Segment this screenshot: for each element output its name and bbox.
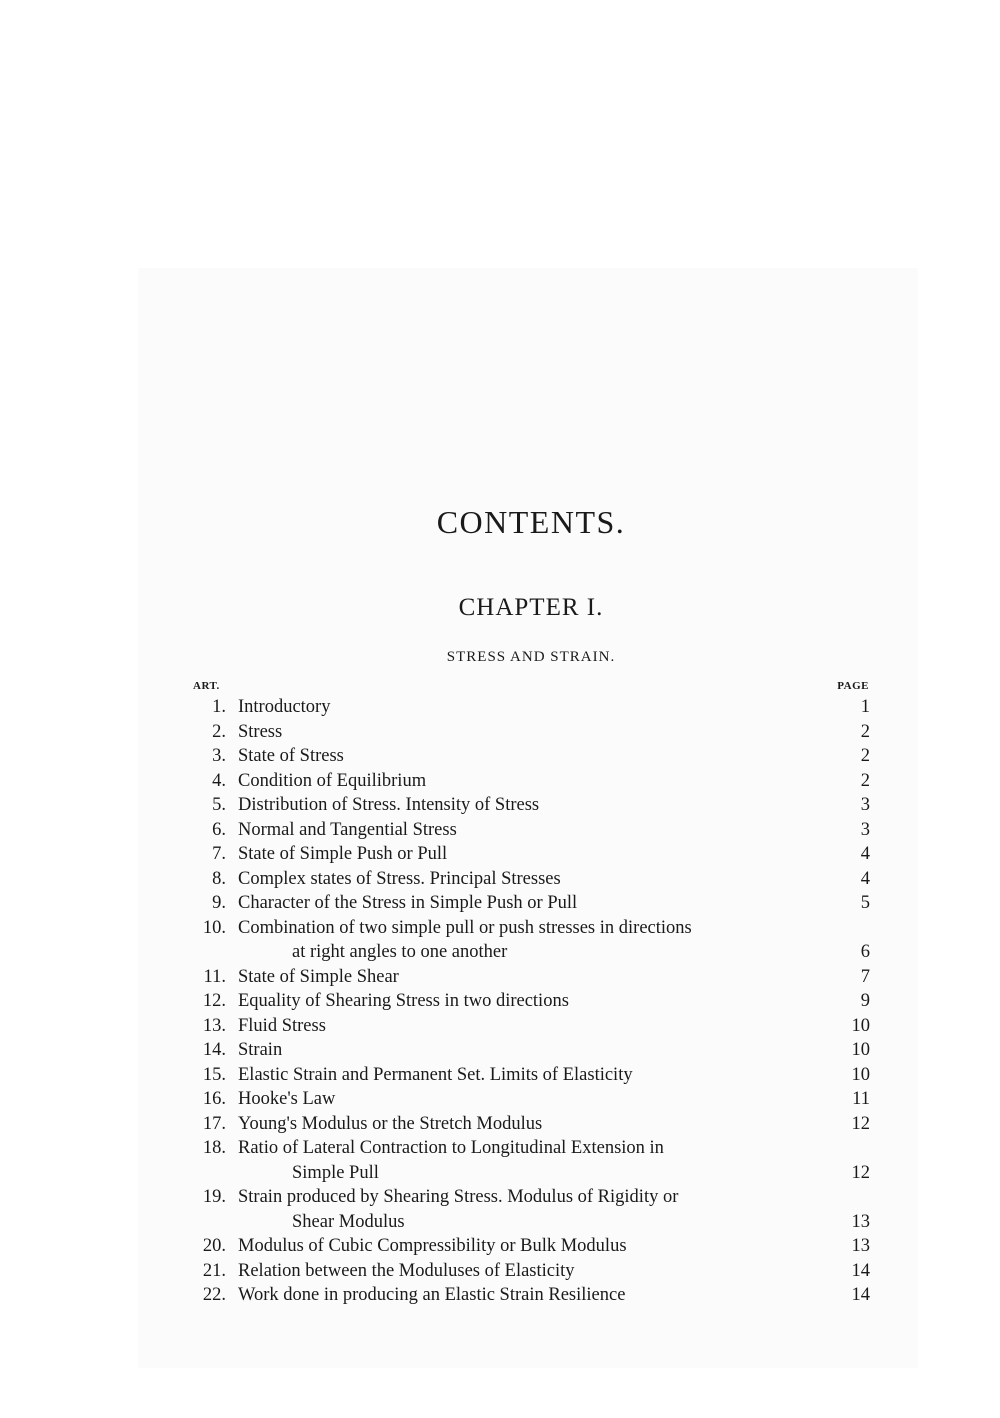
toc-entry-title-line: Strain produced by Shearing Stress. Modulus of Rigidity or bbox=[238, 1187, 679, 1207]
toc-entry bbox=[190, 1087, 870, 1112]
toc-entry bbox=[190, 818, 870, 843]
toc-entry-title-continuation: at right angles to one another bbox=[292, 942, 508, 962]
toc-entry-title bbox=[238, 867, 840, 892]
toc-entry-number: 4. bbox=[212, 770, 226, 791]
toc-entry-title-line: Distribution of Stress. Intensity of Stress bbox=[238, 795, 540, 815]
toc-entry-title-line: Ratio of Lateral Contraction to Longitudinal Extension in bbox=[238, 1138, 664, 1158]
toc-entry bbox=[190, 842, 870, 867]
toc-entry-number: 18. bbox=[202, 1138, 226, 1158]
toc-entry-title-line: State of Simple Shear bbox=[238, 966, 399, 987]
toc-entry-page: 10 bbox=[851, 1015, 870, 1036]
toc-entry-title bbox=[238, 1063, 840, 1088]
toc-entry-number: 1. bbox=[212, 697, 226, 717]
toc-entry-title bbox=[238, 1136, 840, 1185]
toc-entry bbox=[190, 1185, 870, 1234]
toc-entry-title-line: Elastic Strain and Permanent Set. Limits of Elasticity bbox=[238, 1064, 633, 1085]
toc-entry bbox=[190, 1112, 870, 1137]
toc-entry-title-line: State of Stress bbox=[238, 746, 344, 766]
toc-entry-title bbox=[238, 793, 840, 818]
toc-entry-page: 2 bbox=[860, 746, 870, 766]
toc-entry bbox=[190, 695, 870, 720]
toc-entry-page: 11 bbox=[852, 1089, 870, 1109]
toc-entry bbox=[190, 1234, 870, 1259]
toc-entry-title bbox=[238, 818, 840, 843]
toc-entry-page: 13 bbox=[851, 1236, 870, 1256]
toc-entry-title bbox=[238, 1234, 840, 1259]
toc-entry-title-line: Stress bbox=[238, 721, 283, 742]
toc-entry-page: 6 bbox=[860, 942, 870, 962]
toc-entry-title-line: Hooke's Law bbox=[238, 1089, 336, 1109]
toc-entry-title bbox=[238, 1014, 840, 1039]
toc-entry-page: 12 bbox=[851, 1162, 870, 1183]
toc-entry-title-line: Relation between the Moduluses of Elasticity bbox=[238, 1260, 575, 1281]
toc-entry-page: 7 bbox=[860, 966, 870, 987]
toc-entry-page: 12 bbox=[851, 1113, 870, 1134]
toc-entry-title bbox=[238, 1185, 840, 1234]
toc-entry bbox=[190, 793, 870, 818]
toc-entry-title bbox=[238, 1283, 840, 1308]
chapter-subtitle: STRESS AND STRAIN. bbox=[446, 649, 616, 665]
toc-entry-title-line: Young's Modulus or the Stretch Modulus bbox=[238, 1113, 543, 1134]
toc-entry-page: 2 bbox=[860, 721, 870, 742]
toc-entry-page: 2 bbox=[860, 770, 870, 791]
toc-entry-title-line: Character of the Stress in Simple Push or Pull bbox=[238, 893, 578, 913]
toc-entry-title bbox=[238, 916, 840, 965]
toc-entry-number: 17. bbox=[202, 1113, 226, 1134]
toc-entry-page: 5 bbox=[860, 893, 870, 913]
toc-entry-title-line: Introductory bbox=[238, 697, 331, 717]
toc-entry-page: 4 bbox=[860, 868, 870, 889]
toc-entry-number: 3. bbox=[212, 746, 226, 766]
toc-entry-number: 6. bbox=[212, 819, 226, 840]
toc-entry-number: 2. bbox=[212, 721, 226, 742]
toc-entry-number: 7. bbox=[212, 844, 226, 864]
toc-entry-title-line: Equality of Shearing Stress in two directions bbox=[238, 991, 569, 1011]
toc-entry-title-line: Modulus of Cubic Compressibility or Bulk Modulus bbox=[238, 1236, 627, 1256]
toc-entry-number: 16. bbox=[202, 1089, 226, 1109]
toc-entry-number: 21. bbox=[202, 1260, 226, 1281]
toc-entry-number: 19. bbox=[202, 1187, 226, 1207]
toc-entry-title-continuation: Simple Pull bbox=[292, 1162, 379, 1183]
toc-entry-page: 9 bbox=[860, 991, 870, 1011]
toc-entry bbox=[190, 720, 870, 745]
toc-entry bbox=[190, 989, 870, 1014]
toc-entry bbox=[190, 769, 870, 794]
toc-entry-page: 3 bbox=[860, 819, 870, 840]
toc-entry-page: 1 bbox=[860, 697, 870, 717]
toc-entry bbox=[190, 744, 870, 769]
toc-entry bbox=[190, 1014, 870, 1039]
toc-entry-page: 14 bbox=[851, 1285, 870, 1305]
toc-entry-number: 22. bbox=[202, 1285, 226, 1305]
toc-entry-title bbox=[238, 842, 840, 867]
toc-entry bbox=[190, 1283, 870, 1308]
toc-entry-number: 5. bbox=[212, 795, 226, 815]
toc-entry bbox=[190, 891, 870, 916]
toc-entry bbox=[190, 1259, 870, 1284]
toc-entry-title bbox=[238, 1038, 840, 1063]
toc-entry-title-line: Normal and Tangential Stress bbox=[238, 819, 457, 840]
toc-entry-title-line: State of Simple Push or Pull bbox=[238, 844, 448, 864]
toc-entry-number: 20. bbox=[202, 1236, 226, 1256]
page-title: CONTENTS. bbox=[436, 504, 626, 540]
toc-entry-page: 10 bbox=[851, 1040, 870, 1060]
toc-entry-number: 8. bbox=[212, 868, 226, 889]
toc-entry-number: 10. bbox=[202, 917, 226, 938]
toc-entry-title-continuation: Shear Modulus bbox=[292, 1211, 405, 1232]
toc-entry-title bbox=[238, 989, 840, 1014]
toc-entry-number: 9. bbox=[212, 893, 226, 913]
toc-entry-title bbox=[238, 1112, 840, 1137]
toc-entry-title bbox=[238, 1259, 840, 1284]
toc-entry-title bbox=[238, 769, 840, 794]
toc-entry bbox=[190, 916, 870, 965]
toc-entry bbox=[190, 965, 870, 990]
toc-entry-number: 14. bbox=[202, 1040, 226, 1060]
toc-entry-title bbox=[238, 744, 840, 769]
toc-entry-page: 14 bbox=[851, 1260, 870, 1281]
toc-entry-title-line: Condition of Equilibrium bbox=[238, 770, 427, 791]
table-of-contents bbox=[190, 695, 870, 1308]
toc-entry bbox=[190, 1136, 870, 1185]
toc-entry-title bbox=[238, 695, 840, 720]
toc-entry-page: 13 bbox=[851, 1211, 870, 1232]
toc-entry-page: 3 bbox=[860, 795, 870, 815]
toc-entry-page: 4 bbox=[860, 844, 870, 864]
toc-entry-title-line: Strain bbox=[238, 1040, 283, 1060]
toc-entry bbox=[190, 1063, 870, 1088]
toc-entry-number: 11. bbox=[203, 966, 226, 987]
toc-entry-title bbox=[238, 720, 840, 745]
toc-entry-title-line: Work done in producing an Elastic Strain Resilience bbox=[238, 1285, 626, 1305]
toc-entry-title bbox=[238, 965, 840, 990]
toc-entry-title-line: Fluid Stress bbox=[238, 1015, 326, 1036]
toc-entry-title bbox=[238, 891, 840, 916]
chapter-title: CHAPTER I. bbox=[458, 594, 604, 621]
toc-entry-page: 10 bbox=[851, 1064, 870, 1085]
toc-entry-title-line: Complex states of Stress. Principal Stresses bbox=[238, 868, 561, 889]
toc-entry-title bbox=[238, 1087, 840, 1112]
toc-entry bbox=[190, 867, 870, 892]
toc-entry-number: 15. bbox=[202, 1064, 226, 1085]
page-column-header: PAGE bbox=[837, 680, 869, 692]
article-column-header: ART. bbox=[193, 680, 220, 692]
toc-entry bbox=[190, 1038, 870, 1063]
toc-entry-number: 13. bbox=[202, 1015, 226, 1036]
toc-entry-number: 12. bbox=[202, 991, 226, 1011]
toc-entry-title-line: Combination of two simple pull or push stresses in directions bbox=[238, 917, 692, 938]
